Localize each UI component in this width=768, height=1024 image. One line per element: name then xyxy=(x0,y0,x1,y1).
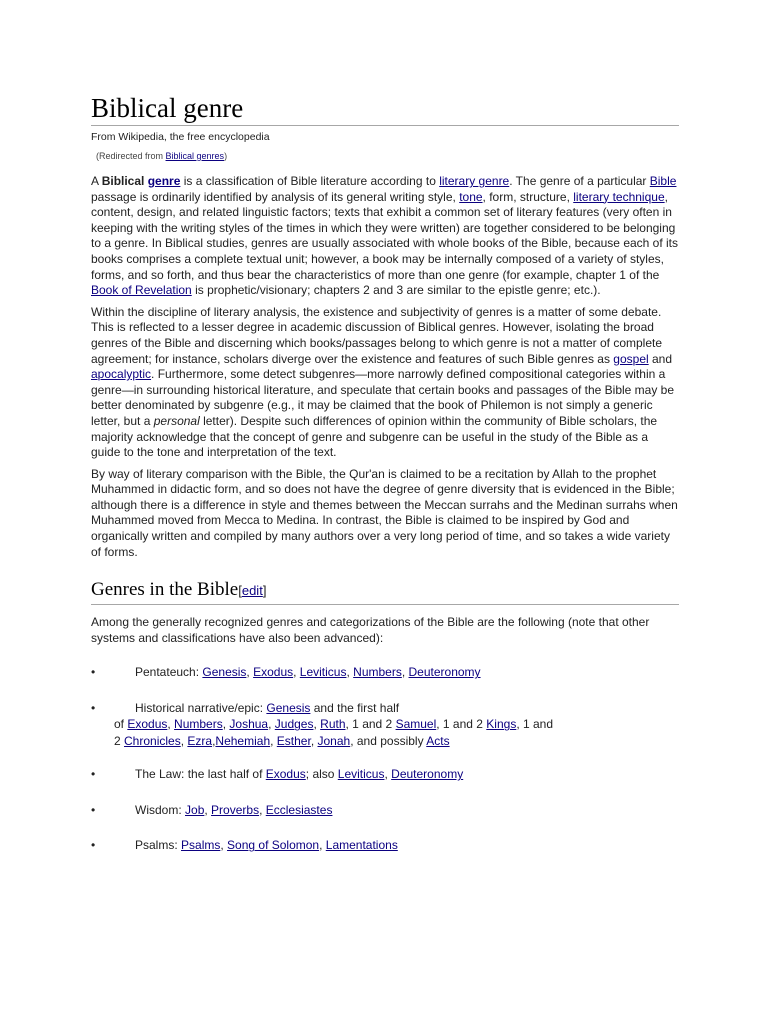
redirect-link[interactable]: Biblical genres xyxy=(165,151,225,161)
list-item-line: of Exodus, Numbers, Joshua, Judges, Ruth, 1 and 2 Samuel, 1 and 2 Kings, 1 and xyxy=(114,717,554,732)
redirect-prefix: (Redirected from xyxy=(96,151,166,161)
list-label: The Law: the last half of xyxy=(135,767,266,782)
link-samuel[interactable]: Samuel xyxy=(395,717,437,732)
list-label: Psalms: xyxy=(135,838,182,853)
list-label: Wisdom: xyxy=(135,802,186,817)
link-deuteronomy[interactable]: Deuteronomy xyxy=(391,767,464,782)
link-esther[interactable]: Esther xyxy=(276,733,311,748)
list-item-historical xyxy=(91,700,679,750)
link-tone[interactable]: tone xyxy=(459,189,483,204)
text: , 1 and xyxy=(516,717,554,732)
text: . Furthermore, some detect subgenres—more narrowly defined compositional categories within a genre—in surrounding historical literature, and speculate that certain books and passages of the Bible may be better denominated by subgenre (e.g., it may be claimed that the book of Philemon is not simply a generic letter, but a xyxy=(91,367,675,428)
bullet: • xyxy=(91,838,96,853)
text: is prophetic/visionary; chapters 2 and 3 are similar to the epistle genre; etc.). xyxy=(191,283,601,298)
link-deuteronomy[interactable]: Deuteronomy xyxy=(408,665,481,680)
edit-link[interactable]: edit xyxy=(241,583,263,599)
link-literary-technique[interactable]: literary technique xyxy=(573,189,665,204)
link-bible[interactable]: Bible xyxy=(649,174,677,188)
text: letter). Despite such differences of opinion within the community of Bible scholars, the majority acknowledge that the concept of genre and subgenre can be useful in the study of the Bible as a guide to the tone and interpretation of the text. xyxy=(91,413,658,460)
comparison-paragraph: By way of literary comparison with the Bible, the Qur'an is claimed to be a recitation by Allah to the prophet Muhammed in didactic form, and so does not have the degree of genre diversity that is evidenced in the Bible; although there is a difference in style and themes between the Meccan surrahs and the Medinan surrahs when Muhammed moved from Mecca to Medina. In contrast, the Bible is claimed to be inspired by God and organically written and compiled by many authors over a very long period of time, and so takes a wide variety of forms. xyxy=(91,466,678,559)
text: , 1 and 2 xyxy=(345,717,396,732)
edit-bracket: ] xyxy=(262,583,267,599)
link-joshua[interactable]: Joshua xyxy=(229,717,269,732)
redirect-notice xyxy=(96,150,679,162)
text: , form, structure, xyxy=(482,189,574,204)
link-exodus[interactable]: Exodus xyxy=(265,767,306,782)
intro-paragraph xyxy=(91,174,679,299)
text: Within the discipline of literary analysis, the existence and subjectivity of genres is a matter of some debate. This is reflected to a lesser degree in academic discussion of Biblical genres. However, isolating the broad genres of the Bible and discerning which books/passages belong to which genre is not a matter of complete agreement; for instance, scholars diverge over the existence and features of such Bible genres as xyxy=(91,304,663,366)
bold-term: Biblical xyxy=(101,174,145,188)
link-exodus[interactable]: Exodus xyxy=(253,665,294,680)
edit-section-link xyxy=(238,583,266,598)
section-heading xyxy=(91,578,679,605)
text: 2 xyxy=(114,733,125,748)
link-ezra[interactable]: Ezra xyxy=(187,733,213,748)
text: , content, design, and related linguistic factors; texts that exhibit a common set of literary features (very often in keeping with the writing styles of the times in which they were written) are together considered to be belonging to a genre. In Biblical studies, genres are usually associated with whole books of the Bible, because each of its books comprises a complete textual unit; however, a book may be internally composed of a variety of styles, forms, and so forth, and thus bear the characteristics of more than one genre (for example, chapter 1 of the xyxy=(91,189,679,282)
bullet: • xyxy=(91,700,96,715)
list-item-pentateuch xyxy=(91,664,679,681)
text: A xyxy=(91,174,102,188)
redirect-suffix: ) xyxy=(224,151,228,161)
list-item-psalms xyxy=(91,837,679,854)
text: , 1 and 2 xyxy=(436,717,487,732)
link-job[interactable]: Job xyxy=(185,802,205,817)
article-content xyxy=(91,92,679,854)
link-ecclesiastes[interactable]: Ecclesiastes xyxy=(265,802,333,817)
link-genre[interactable]: genre xyxy=(147,174,181,188)
list-item-line xyxy=(91,700,679,717)
text: . The genre of a particular xyxy=(509,174,650,188)
bullet: • xyxy=(91,665,96,680)
link-apocalyptic[interactable]: apocalyptic xyxy=(91,367,152,382)
text: and the first half xyxy=(310,700,400,715)
link-proverbs[interactable]: Proverbs xyxy=(211,802,260,817)
bullet: • xyxy=(91,802,96,817)
link-ruth[interactable]: Ruth xyxy=(320,717,346,732)
link-psalms[interactable]: Psalms xyxy=(181,838,221,853)
link-nehemiah[interactable]: Nehemiah xyxy=(215,733,271,748)
text: is a classification of Bible literature according to xyxy=(180,174,440,188)
list-label: Pentateuch: xyxy=(135,665,203,680)
text: ; also xyxy=(305,767,338,782)
link-lamentations[interactable]: Lamentations xyxy=(325,838,398,853)
text: passage is ordinarily identified by analysis of its general writing style, xyxy=(91,189,460,204)
text: and xyxy=(648,351,673,366)
link-book-of-revelation[interactable]: Book of Revelation xyxy=(91,283,192,298)
link-leviticus[interactable]: Leviticus xyxy=(299,665,347,680)
italic-term: personal xyxy=(153,413,200,428)
link-numbers[interactable]: Numbers xyxy=(174,717,223,732)
page-title: Biblical genre xyxy=(91,92,679,126)
list-item-wisdom xyxy=(91,802,679,819)
list-item-line: Wisdom: Job, Proverbs, Ecclesiastes xyxy=(135,802,333,817)
link-song-of-solomon[interactable]: Song of Solomon xyxy=(227,838,320,853)
link-numbers[interactable]: Numbers xyxy=(353,665,402,680)
list-item-law xyxy=(91,766,679,783)
genres-intro-paragraph: Among the generally recognized genres and categorizations of the Bible are the following (note that other systems and classifications have also been advanced): xyxy=(91,615,650,645)
site-tagline: From Wikipedia, the free encyclopedia xyxy=(91,131,270,143)
list-item-line: Psalms: Psalms, Song of Solomon, Lamentations xyxy=(135,838,398,853)
debate-paragraph xyxy=(91,305,679,461)
link-genesis[interactable]: Genesis xyxy=(266,700,311,715)
link-kings[interactable]: Kings xyxy=(486,717,517,732)
genre-list xyxy=(91,664,679,854)
link-genesis[interactable]: Genesis xyxy=(202,665,247,680)
link-exodus[interactable]: Exodus xyxy=(127,717,168,732)
link-chronicles[interactable]: Chronicles xyxy=(124,733,181,748)
link-jonah[interactable]: Jonah xyxy=(317,733,351,748)
link-acts[interactable]: Acts xyxy=(426,733,450,748)
link-judges[interactable]: Judges xyxy=(274,717,314,732)
list-item-line: The Law: the last half of Exodus; also Leviticus, Deuteronomy xyxy=(135,767,464,782)
link-literary-genre[interactable]: literary genre xyxy=(439,174,510,188)
text: , and possibly xyxy=(350,733,427,748)
link-leviticus[interactable]: Leviticus xyxy=(337,767,385,782)
list-item-line: 2 Chronicles, Ezra,Nehemiah, Esther, Jonah, and possibly Acts xyxy=(114,733,450,748)
bullet: • xyxy=(91,767,96,782)
list-label: Historical narrative/epic: xyxy=(135,700,267,715)
text: of xyxy=(114,717,128,732)
section-title: Genres in the Bible xyxy=(91,579,239,601)
edit-bracket: [ xyxy=(238,583,242,599)
list-item-line: Pentateuch: Genesis, Exodus, Leviticus, Numbers, Deuteronomy xyxy=(135,665,481,680)
link-gospel[interactable]: gospel xyxy=(613,351,649,366)
